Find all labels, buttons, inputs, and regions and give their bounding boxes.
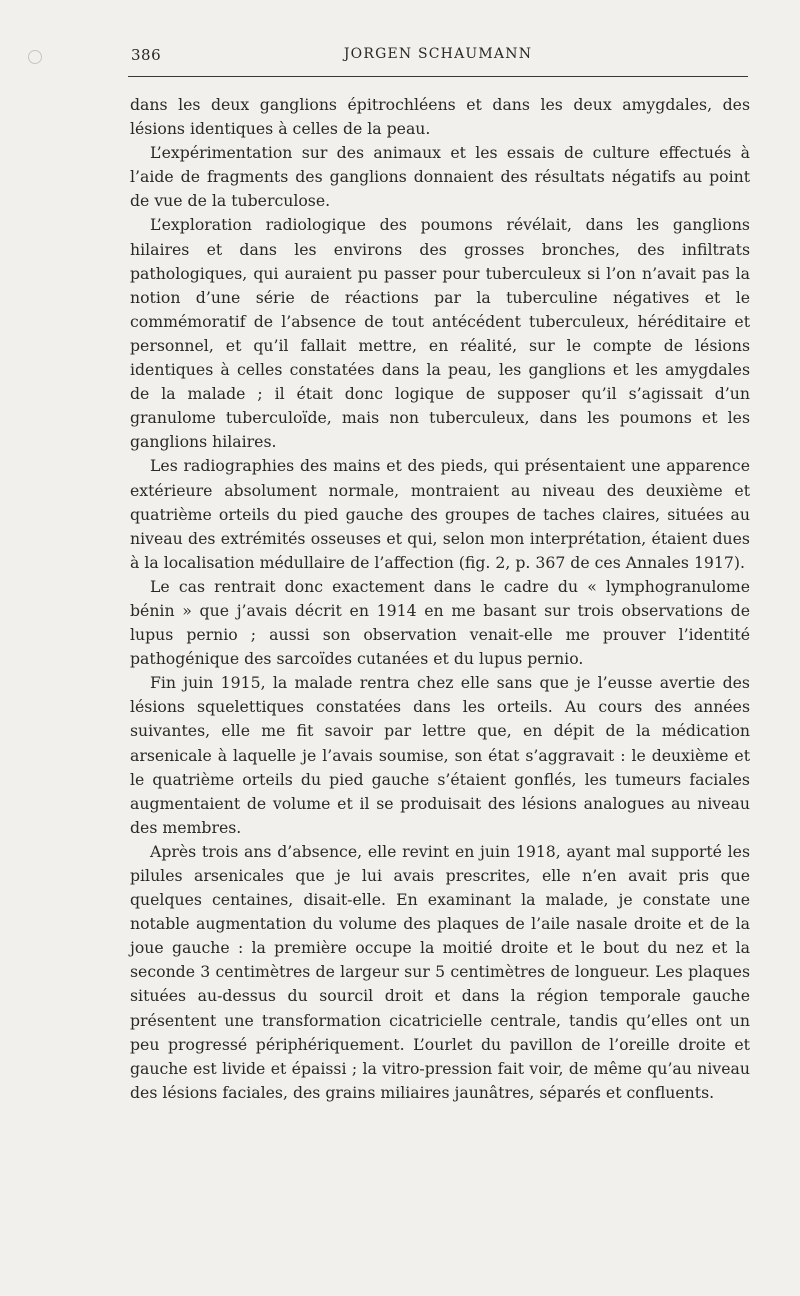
margin-stamp-mark: [28, 50, 42, 64]
header-rule: [128, 76, 748, 77]
paragraph-lymphogranulome: Le cas rentrait donc exactement dans le cadre du « lymphogranulome bénin » que j’avais décrit en 1914 en me basant sur trois observations de lupus pernio ; aussi son observation venait-elle me prouver l’identité pathogénique des sarcoïdes cutanées et du lupus pernio.: [130, 576, 750, 669]
paragraph-radiographies: Les radiographies des mains et des pieds, qui présentaient une apparence extérieure absolument normale, montraient au niveau des deuxième et quatrième orteils du pied gauche des groupes de taches claires, situées au niveau des extrémités osseuses et qui, selon mon interprétation, étaient dues à la localisation médullaire de l’affection (fig. 2, p. 367 de ces Annales 1917).: [130, 456, 750, 572]
paragraph-experimentation: L’expérimentation sur des animaux et les essais de culture effectués à l’aide de fragments des ganglions donnaient des résultats négatifs au point de vue de la tuberculose.: [130, 143, 750, 211]
paragraph-june-1918: Après trois ans d’absence, elle revint en juin 1918, ayant mal supporté les pilules arsenicales que je lui avais prescrites, elle n’en avait pris que quelques centaines, disait-elle. En examinant la malade, je constate une notable augmentation du volume des plaques de l’aile nasale droite et de la joue gauche : la première occupe la moitié droite et le bout du nez et la seconde 3 centimètres de largeur sur 5 centimètres de longueur. Les plaques situées au-dessus du sourcil droit et dans la région temporale gauche présentent une transformation cicatricielle centrale, tandis qu’elles ont un peu progressé périphériquement. L’ourlet du pavillon de l’oreille droite et gauche est livide et épaissi ; la vitro-pression fait voir, de même qu’au niveau des lésions faciales, des grains miliaires jaunâtres, séparés et confluents.: [130, 841, 750, 1102]
page-header: [128, 44, 748, 74]
text-body: [130, 93, 750, 1105]
paragraph-continuation: dans les deux ganglions épitrochléens et dans les deux amygdales, des lésions identiques à celles de la peau.: [130, 95, 750, 139]
page-number: 386: [131, 46, 162, 64]
paragraph-june-1915: Fin juin 1915, la malade rentra chez elle sans que je l’eusse avertie des lésions squelettiques constatées dans les orteils. Au cours des années suivantes, elle me fit savoir par lettre que, en dépit de la médication arsenicale à laquelle je l’avais soumise, son état s’aggravait : le deuxième et le quatrième orteils du pied gauche s’étaient gonflés, les tumeurs faciales augmentaient de volume et il se produisait des lésions analogues au niveau des membres.: [130, 673, 750, 837]
running-head: JORGEN SCHAUMANN: [343, 46, 533, 62]
paragraph-radiological-exploration: L’exploration radiologique des poumons révélait, dans les ganglions hilaires et dans les environs des grosses bronches, des infiltrats pathologiques, qui auraient pu passer pour tuberculeux si l’on n’avait pas la notion d’une série de réactions par la tuberculine négatives et le commémoratif de l’absence de tout antécédent tuberculeux, héréditaire et personnel, et qu’il fallait mettre, en réalité, sur le compte de lésions identiques à celles constatées dans la peau, les ganglions et les amygdales de la malade ; il était donc logique de supposer qu’il s’agissait d’un granulome tuberculoïde, mais non tuberculeux, dans les poumons et les ganglions hilaires.: [130, 215, 750, 452]
